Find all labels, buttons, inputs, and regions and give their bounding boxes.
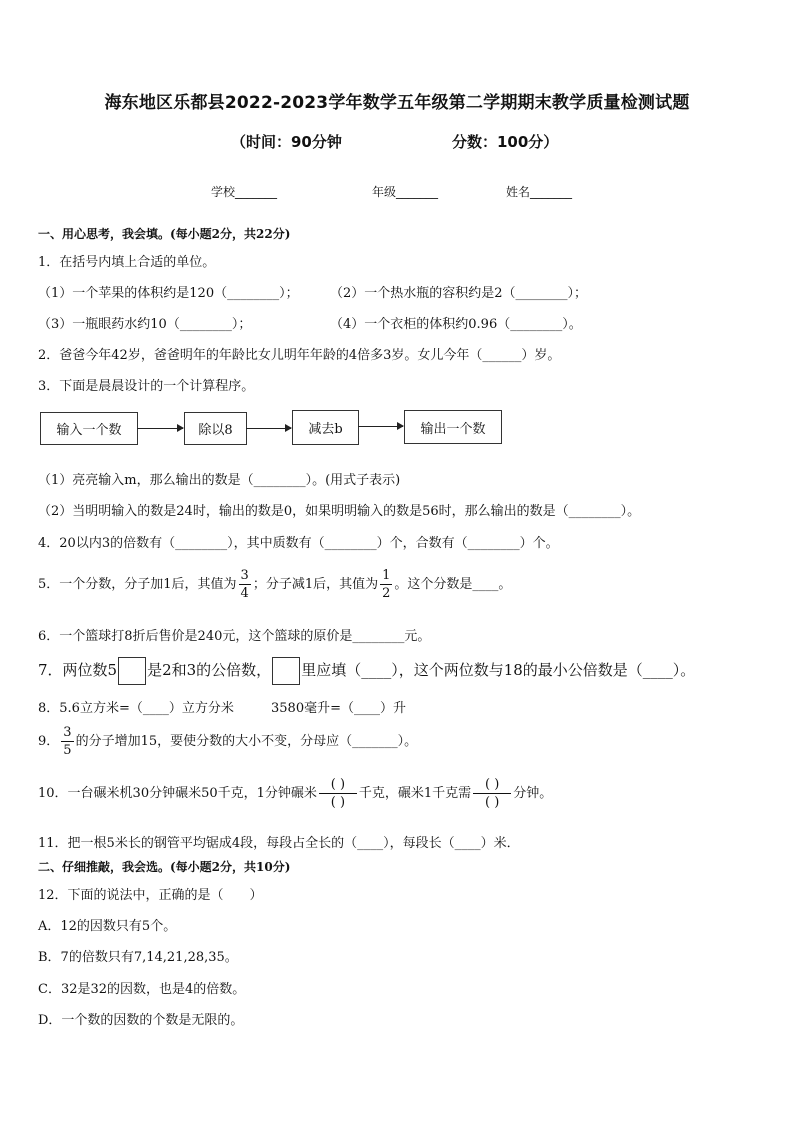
question-10-text-c: 分钟。: [513, 786, 553, 801]
section-2-heading: 二、仔细推敲，我会选。(每小题2分，共10分): [38, 860, 291, 874]
fraction-denominator: 4: [240, 586, 249, 601]
flow-arrow: [246, 428, 291, 429]
question-11: 11．把一根5米长的钢管平均锯成4段，每段占全长的（____），每段长（____）米．: [38, 836, 520, 851]
question-5: [38, 565, 511, 605]
blank-fraction: [473, 778, 511, 809]
question-10-text-b: 千克，碾米1千克需: [358, 786, 472, 801]
flow-box-subtract: 减去b: [292, 410, 359, 445]
fraction-numerator: 3: [63, 725, 72, 740]
blank-numerator: ( ): [319, 778, 357, 794]
section-1-heading: 一、用心思考，我会填。(每小题2分，共22分): [38, 227, 291, 241]
question-1-2: （2）一个热水瓶的容积约是2（________）；: [330, 286, 588, 301]
blank-fraction: [319, 778, 357, 809]
question-3-2: （2）当明明输入的数是24时，输出的数是0，如果明明输入的数是56时，那么输出的数是（________）。: [38, 504, 641, 519]
question-10: [38, 772, 552, 816]
digit-box: [272, 657, 300, 685]
question-10-text-a: 10．一台碾米机30分钟碾米50千克，1分钟碾米: [38, 786, 317, 801]
question-8-part-a: 8．5.6立方米=（____）立方分米: [38, 701, 234, 716]
fraction-denominator: 5: [63, 743, 72, 758]
flow-box-output: 输出一个数: [404, 410, 502, 444]
exam-time: （时间：90分钟: [231, 133, 342, 151]
question-1-3: （3）一瓶眼药水约10（________）；: [38, 317, 252, 332]
question-3-1: （1）亮亮输入m，那么输出的数是（________）。(用式子表示): [38, 473, 401, 488]
question-1: 1．在括号内填上合适的单位。: [38, 255, 216, 270]
question-5-text-c: 。这个分数是____。: [394, 577, 512, 592]
flow-box-input: 输入一个数: [40, 412, 138, 445]
question-7-text-a: 7．两位数5: [38, 661, 118, 679]
fraction-3-4: [239, 569, 251, 600]
question-9: [38, 722, 417, 762]
question-3: 3．下面是晨晨设计的一个计算程序。: [38, 379, 255, 394]
name-field: 姓名_______: [506, 185, 573, 199]
question-1-1: （1）一个苹果的体积约是120（________）；: [38, 286, 299, 301]
question-6: 6．一个篮球打8折后售价是240元，这个篮球的原价是________元。: [38, 629, 431, 644]
flow-arrow: [358, 426, 403, 427]
option-d: D．一个数的因数的个数是无限的。: [38, 1013, 244, 1028]
option-b: B．7的倍数只有7,14,21,28,35。: [38, 950, 238, 965]
question-9-number: 9．: [38, 734, 60, 749]
question-9-text: 的分子增加15，要使分数的大小不变，分母应（_______）。: [75, 734, 418, 749]
fraction-numerator: 3: [240, 568, 249, 583]
option-c: C．32是32的因数，也是4的倍数。: [38, 982, 246, 997]
grade-field: 年级_______: [372, 185, 439, 199]
blank-denominator: ( ): [330, 795, 346, 810]
fraction-denominator: 2: [382, 586, 391, 601]
page-title: 海东地区乐都县2022-2023学年数学五年级第二学期期末教学质量检测试题: [104, 93, 690, 113]
question-12: 12．下面的说法中，正确的是（ ）: [38, 888, 263, 903]
fraction-3-5: [61, 726, 73, 757]
school-field: 学校_______: [211, 185, 278, 199]
question-7: [38, 656, 695, 685]
question-8-part-b: 3580毫升=（____）升: [271, 701, 406, 716]
blank-denominator: ( ): [485, 795, 500, 810]
fraction-numerator: 1: [382, 568, 391, 583]
flow-arrow: [137, 428, 183, 429]
flow-box-divide: 除以8: [184, 412, 247, 445]
question-4: 4．20以内3的倍数有（________），其中质数有（________）个，合数有（________）个。: [38, 536, 559, 551]
question-5-text-b: ；分子减1后，其值为: [252, 577, 379, 592]
question-1-4: （4）一个衣柜的体积约0.96（________）。: [330, 317, 582, 332]
digit-box: [118, 657, 146, 685]
question-7-text-c: 里应填（____），这个两位数与18的最小公倍数是（____）。: [301, 661, 696, 679]
option-a: A．12的因数只有5个。: [38, 919, 177, 934]
question-2: 2．爸爸今年42岁，爸爸明年的年龄比女儿明年年龄的4倍多3岁。女儿今年（______）岁。: [38, 348, 561, 363]
exam-score: 分数：100分）: [452, 133, 559, 151]
question-7-text-b: 是2和3的公倍数，: [147, 661, 272, 679]
blank-numerator: ( ): [473, 778, 511, 794]
fraction-1-2: [380, 569, 392, 600]
question-5-text-a: 5．一个分数，分子加1后，其值为: [38, 577, 237, 592]
